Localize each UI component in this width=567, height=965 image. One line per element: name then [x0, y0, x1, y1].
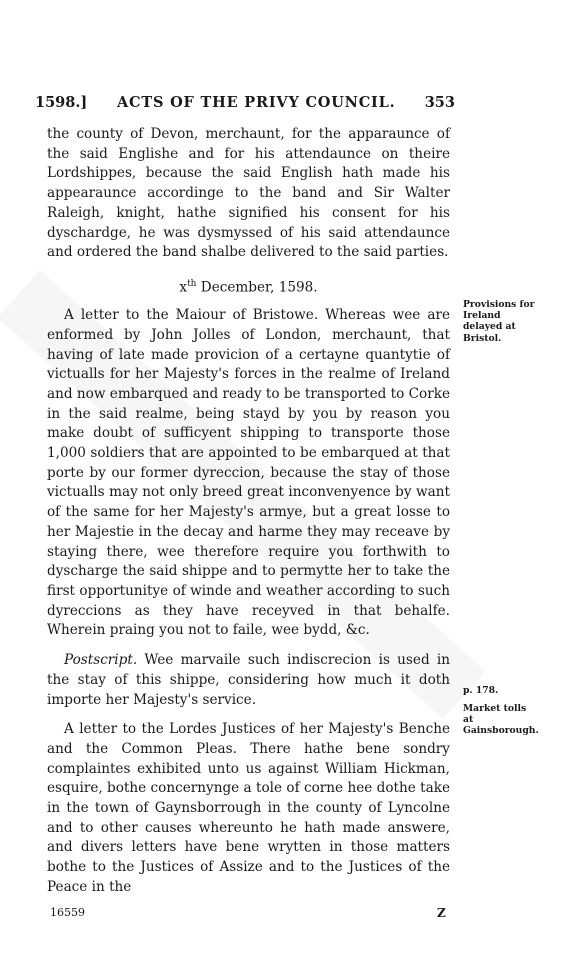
date-base: x [179, 279, 188, 296]
paragraph-continuation: the county of Devon, merchaunt, for the apparaunce of the said Englishe and for his attendaunce on theire Lordshippes, because the said English hath made his appearaunce accordinge to the band and Sir Walter Raleigh, knight, hathe signified his consent for his dyschardge, he was dysmyssed of his said attendaunce and ordered the band shalbe delivered to the said parties. [47, 126, 450, 261]
paragraph-justices-letter: A letter to the Lordes Justices of her Majesty's Benche and the Common Pleas. There hathe bene sondry complaintes exhibited unto us against William Hickman, esquire, bothe concernynge a tole of corne hee dothe take in the town of Gaynsborrough in the county of Lyncolne and to other causes whereunto he hath made answere, and divers letters have bene wrytten in those matters bothe to the Justices of Assize and to the Justices of the Peace in the [47, 721, 450, 895]
entry-date [47, 275, 450, 298]
header-page-number: 353 [424, 94, 455, 111]
paragraph-bristowe-letter: A letter to the Maiour of Bristowe. Whereas wee are enformed by John Jolles of London, merchaunt, that having of late made provicion of a certayne quantytie of victualls for her Majesty's forces in the realme of Ireland and now embarqued and ready to be transported to Corke in the said realme, being stayd by you by reason you make doubt of sufficyent shipping to transporte those 1,000 soldiers that are appointed to be embarqued at that porte by our former dyreccion, because the stay of those victualls may not only breed great inconvenyence by want of the same for her Majesty's armye, but a great losse to her Majestie in the decay and harme they may receave by staying there, wee therefore require you forthwith to dyscharge the said shippe and to permytte her to take the first opportunitye of winde and weather according to such dyreccions as they have receyved in that behalfe. Wherein praing you not to faile, wee bydd, &c. [47, 307, 450, 639]
date-rest: December, 1598. [196, 279, 318, 296]
postscript-text: Wee marvaile such indiscrecion is used in the stay of this shippe, considering how much it doth importe her Majesty's service. [47, 652, 450, 708]
footer-signature: Z [437, 906, 446, 920]
margin-note-provisions: Provisions for Ireland delayed at Bristol. [463, 299, 535, 344]
header-title: ACTS OF THE PRIVY COUNCIL. [117, 94, 396, 111]
text-body [47, 125, 450, 898]
date-sup: th [187, 278, 197, 289]
header-year: 1598.] [35, 94, 88, 111]
running-header [35, 94, 455, 114]
margin-note-market: Market tolls at Gainsborough. [463, 703, 539, 737]
margin-note-page-ref: p. 178. [463, 685, 499, 696]
postscript-label: Postscript. [64, 652, 138, 669]
footer-print-code: 16559 [50, 906, 85, 919]
paragraph-postscript [47, 651, 450, 710]
